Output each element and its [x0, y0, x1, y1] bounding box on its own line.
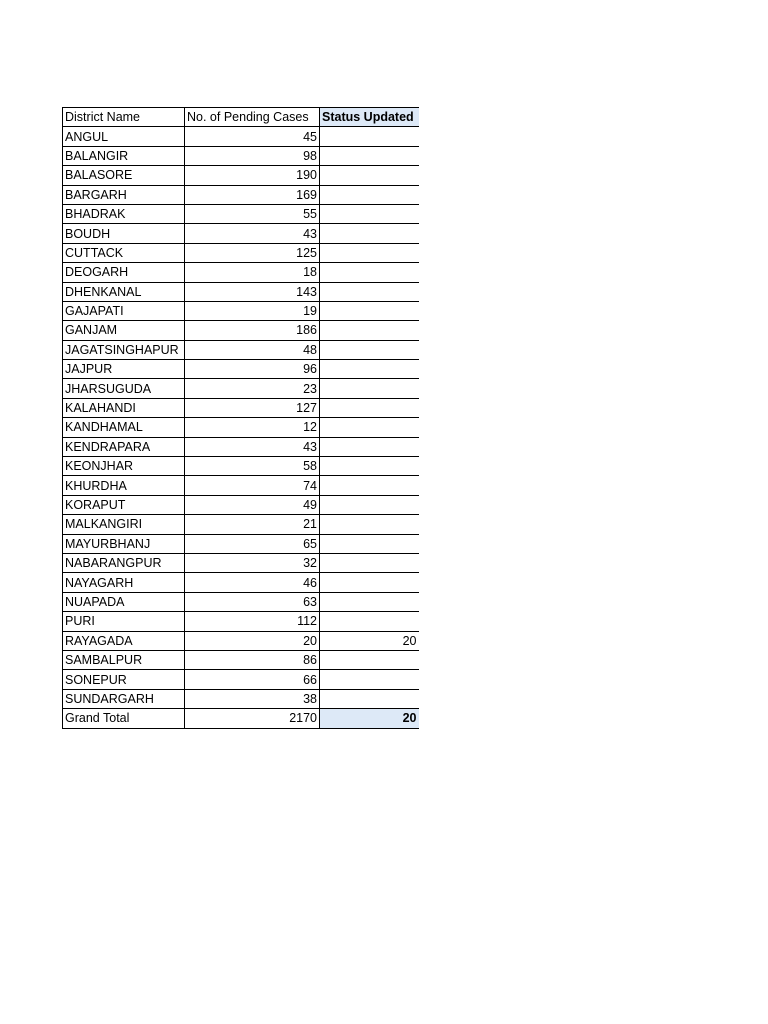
pending-cases-cell: 21: [185, 515, 320, 534]
pending-cases-cell: 65: [185, 534, 320, 553]
district-name-cell: PURI: [63, 612, 185, 631]
table-row: [63, 631, 419, 650]
header-row: [63, 108, 419, 127]
status-updated-cell: [320, 592, 419, 611]
pending-cases-cell: 112: [185, 612, 320, 631]
district-name-cell: KORAPUT: [63, 495, 185, 514]
district-name-cell: BHADRAK: [63, 204, 185, 223]
table-row: [63, 437, 419, 456]
status-updated-cell: [320, 321, 419, 340]
district-name-cell: RAYAGADA: [63, 631, 185, 650]
table-row: [63, 127, 419, 146]
table-row: [63, 185, 419, 204]
district-name-cell: KHURDHA: [63, 476, 185, 495]
district-name-cell: MAYURBHANJ: [63, 534, 185, 553]
table-row: [63, 224, 419, 243]
district-name-cell: JAGATSINGHAPUR: [63, 340, 185, 359]
table-row: [63, 243, 419, 262]
grand-total-pending: 2170: [185, 709, 320, 728]
table-row: [63, 340, 419, 359]
table-row: [63, 360, 419, 379]
district-name-cell: DEOGARH: [63, 263, 185, 282]
pending-cases-cell: 38: [185, 689, 320, 708]
table-row: [63, 689, 419, 708]
header-district-name: District Name: [63, 108, 185, 127]
table-row: [63, 495, 419, 514]
pending-cases-cell: 190: [185, 166, 320, 185]
table-row: [63, 398, 419, 417]
status-updated-cell: [320, 243, 419, 262]
status-updated-cell: [320, 476, 419, 495]
status-updated-cell: [320, 398, 419, 417]
pending-cases-cell: 98: [185, 146, 320, 165]
table-row: [63, 263, 419, 282]
district-name-cell: GAJAPATI: [63, 301, 185, 320]
status-updated-cell: [320, 301, 419, 320]
status-updated-cell: [320, 670, 419, 689]
status-updated-cell: [320, 146, 419, 165]
district-name-cell: KEONJHAR: [63, 457, 185, 476]
status-updated-cell: [320, 340, 419, 359]
header-pending-cases: No. of Pending Cases: [185, 108, 320, 127]
pending-cases-cell: 49: [185, 495, 320, 514]
table-row: [63, 301, 419, 320]
district-name-cell: BOUDH: [63, 224, 185, 243]
status-updated-cell: [320, 224, 419, 243]
pending-cases-cell: 18: [185, 263, 320, 282]
pending-cases-cell: 48: [185, 340, 320, 359]
grand-total-status: 20: [320, 709, 419, 728]
pending-cases-cell: 63: [185, 592, 320, 611]
status-updated-cell: [320, 573, 419, 592]
spreadsheet-page: [62, 107, 419, 729]
district-name-cell: MALKANGIRI: [63, 515, 185, 534]
pending-cases-cell: 66: [185, 670, 320, 689]
district-name-cell: GANJAM: [63, 321, 185, 340]
table-row: [63, 592, 419, 611]
district-name-cell: BALASORE: [63, 166, 185, 185]
district-name-cell: JHARSUGUDA: [63, 379, 185, 398]
table-row: [63, 379, 419, 398]
district-name-cell: NAYAGARH: [63, 573, 185, 592]
status-updated-cell: [320, 534, 419, 553]
district-name-cell: DHENKANAL: [63, 282, 185, 301]
status-updated-cell: [320, 127, 419, 146]
status-updated-cell: 20: [320, 631, 419, 650]
status-updated-cell: [320, 360, 419, 379]
district-name-cell: SONEPUR: [63, 670, 185, 689]
status-updated-cell: [320, 166, 419, 185]
pending-cases-cell: 96: [185, 360, 320, 379]
pending-cases-cell: 12: [185, 418, 320, 437]
district-name-cell: KALAHANDI: [63, 398, 185, 417]
table-row: [63, 282, 419, 301]
pending-cases-cell: 43: [185, 437, 320, 456]
status-updated-cell: [320, 379, 419, 398]
table-row: [63, 476, 419, 495]
pending-cases-cell: 43: [185, 224, 320, 243]
pending-cases-table: [62, 107, 419, 729]
table-row: [63, 534, 419, 553]
district-name-cell: SAMBALPUR: [63, 650, 185, 669]
district-name-cell: BALANGIR: [63, 146, 185, 165]
pending-cases-cell: 186: [185, 321, 320, 340]
pending-cases-cell: 19: [185, 301, 320, 320]
status-updated-cell: [320, 650, 419, 669]
district-name-cell: NABARANGPUR: [63, 553, 185, 572]
table-body: [63, 127, 419, 709]
table-row: [63, 553, 419, 572]
table-row: [63, 418, 419, 437]
pending-cases-cell: 46: [185, 573, 320, 592]
status-updated-cell: [320, 204, 419, 223]
table-row: [63, 573, 419, 592]
header-status-updated: Status Updated: [320, 108, 419, 127]
district-name-cell: BARGARH: [63, 185, 185, 204]
table-row: [63, 146, 419, 165]
district-name-cell: NUAPADA: [63, 592, 185, 611]
pending-cases-cell: 125: [185, 243, 320, 262]
status-updated-cell: [320, 553, 419, 572]
district-name-cell: KENDRAPARA: [63, 437, 185, 456]
district-name-cell: ANGUL: [63, 127, 185, 146]
status-updated-cell: [320, 437, 419, 456]
pending-cases-cell: 127: [185, 398, 320, 417]
table-row: [63, 166, 419, 185]
pending-cases-cell: 74: [185, 476, 320, 495]
status-updated-cell: [320, 282, 419, 301]
table-row: [63, 515, 419, 534]
table-row: [63, 670, 419, 689]
status-updated-cell: [320, 263, 419, 282]
status-updated-cell: [320, 515, 419, 534]
table-row: [63, 650, 419, 669]
grand-total-row: [63, 709, 419, 728]
pending-cases-cell: 23: [185, 379, 320, 398]
status-updated-cell: [320, 457, 419, 476]
status-updated-cell: [320, 689, 419, 708]
district-name-cell: JAJPUR: [63, 360, 185, 379]
pending-cases-cell: 45: [185, 127, 320, 146]
pending-cases-cell: 86: [185, 650, 320, 669]
table-row: [63, 321, 419, 340]
pending-cases-cell: 20: [185, 631, 320, 650]
pending-cases-cell: 32: [185, 553, 320, 572]
status-updated-cell: [320, 185, 419, 204]
table-row: [63, 204, 419, 223]
pending-cases-cell: 169: [185, 185, 320, 204]
status-updated-cell: [320, 418, 419, 437]
pending-cases-cell: 143: [185, 282, 320, 301]
district-name-cell: CUTTACK: [63, 243, 185, 262]
table-row: [63, 457, 419, 476]
pending-cases-cell: 55: [185, 204, 320, 223]
table-row: [63, 612, 419, 631]
status-updated-cell: [320, 612, 419, 631]
district-name-cell: SUNDARGARH: [63, 689, 185, 708]
pending-cases-cell: 58: [185, 457, 320, 476]
grand-total-label: Grand Total: [63, 709, 185, 728]
district-name-cell: KANDHAMAL: [63, 418, 185, 437]
status-updated-cell: [320, 495, 419, 514]
